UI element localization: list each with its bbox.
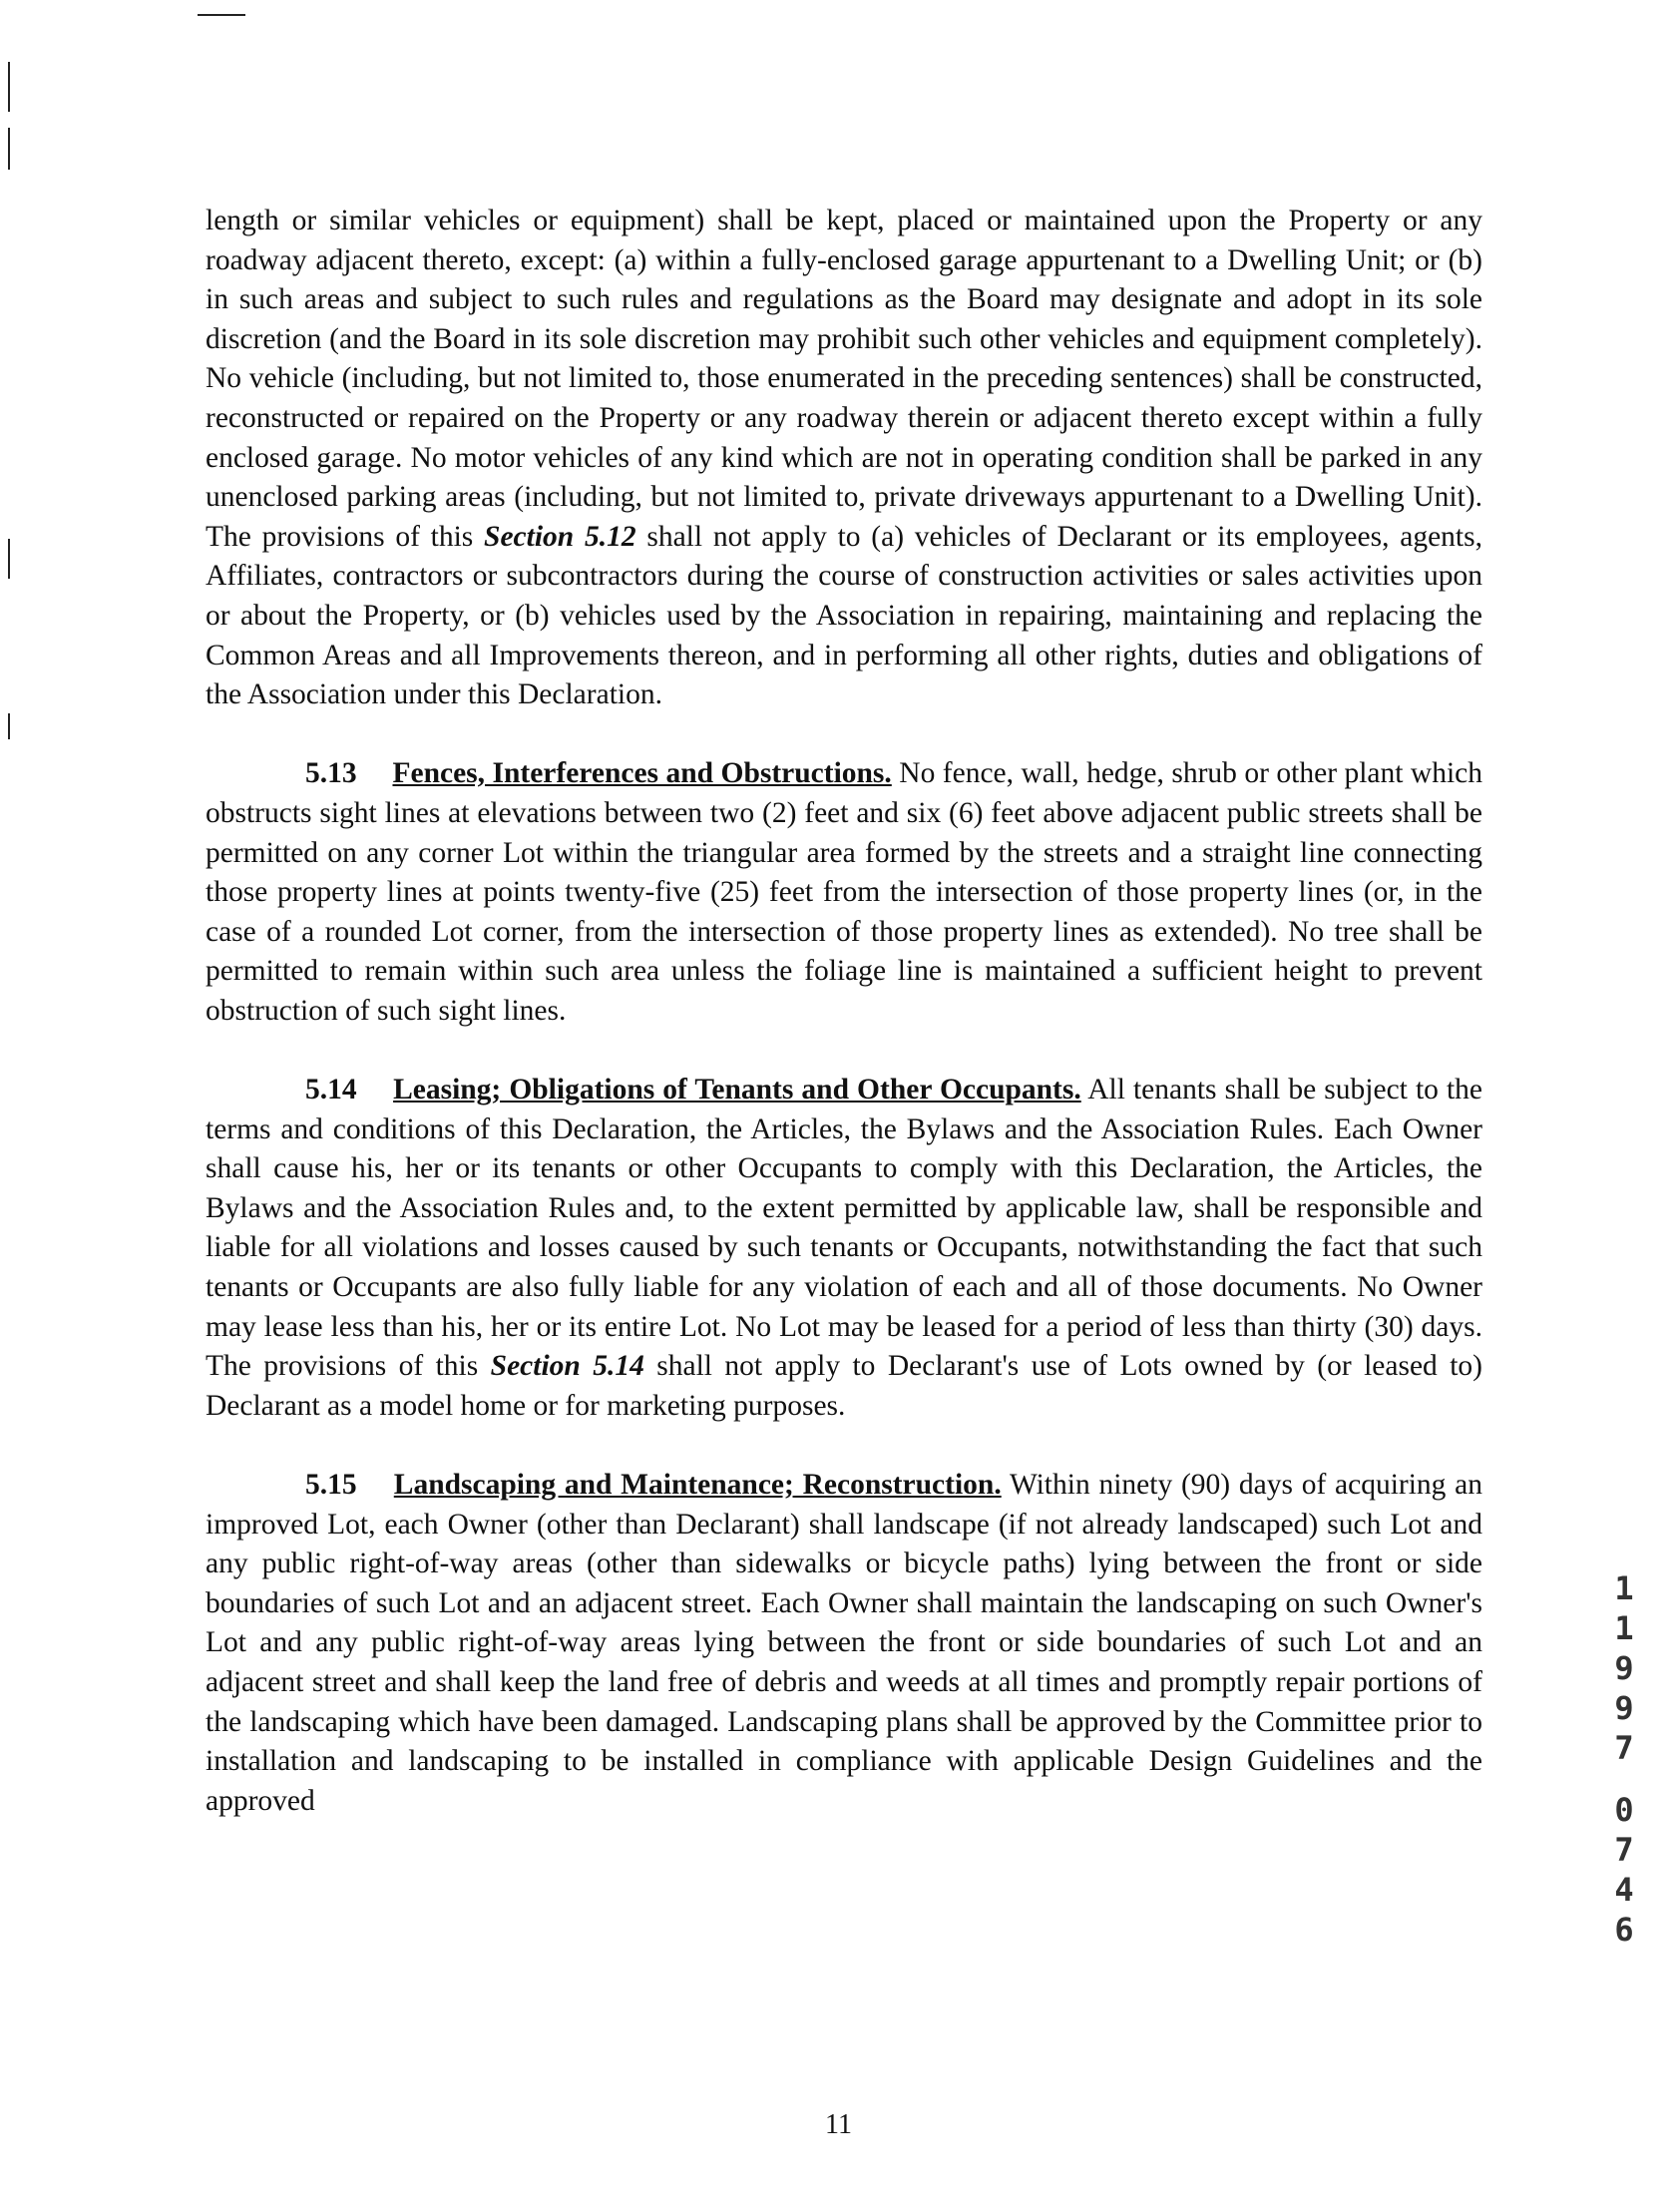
scan-artifact-left-edge-3: [8, 539, 10, 579]
scan-artifact-top-line: [198, 14, 245, 16]
section-reference: Section 5.14: [490, 1350, 644, 1383]
section-number: 5.13: [305, 757, 357, 790]
stamp-digit: 4: [1614, 1871, 1634, 1909]
paragraph-continued-tail: shall not apply to (a) vehicles of Declarant or its employees, agents, Affiliates, contractors or subcontractors during the course of construction activities or sales activities upon or about the Property, or (b) vehicles used by the Association in repairing, maintaining and replacing the Common Areas and all Improvements thereon, and in performing all other rights, duties and obligations of the Association under this Declaration.: [206, 520, 1482, 711]
stamp-digit: 9: [1614, 1689, 1634, 1727]
stamp-digit: 0: [1614, 1791, 1634, 1829]
section-text: Within ninety (90) days of acquiring an improved Lot, each Owner (other than Declarant) shall landscape (if not already landscaped) such Lot and any public right-of-way areas (other than sidewalks or bicycle paths) lying between the front or side boundaries of such Lot and an adjacent street. Each Owner shall maintain the landscaping on such Owner's Lot and any public right-of-way areas lying between the front or side boundaries of such Lot and an adjacent street and shall keep the land free of debris and weeds at all times and promptly repair portions of the landscaping which have been damaged. Landscaping plans shall be approved by the Committee prior to installation and landscaping to be installed in compliance with applicable Design Guidelines and the approved: [206, 1469, 1483, 1817]
section-5-14: [206, 1071, 1482, 1426]
scan-artifact-left-edge-1: [8, 62, 10, 112]
paragraph-continued: [206, 202, 1482, 715]
paragraph-continued-text: length or similar vehicles or equipment) shall be kept, placed or maintained upon the Property or any roadway adjacent thereto, except: (a) within a fully-enclosed garage appurtenant to a Dwelling Unit; or (b) in such areas and subject to such rules and regulations as the Board may designate and adopt in its sole discretion (and the Board in its sole discretion may prohibit such other vehicles and equipment completely). No vehicle (including, but not limited to, those enumerated in the preceding sentences) shall be constructed, reconstructed or repaired on the Property or any roadway therein or adjacent thereto except within a fully enclosed garage. No motor vehicles of any kind which are not in operating condition shall be parked in any unenclosed parking areas (including, but not limited to, private driveways appurtenant to a Dwelling Unit). The provisions of this: [206, 205, 1482, 553]
stamp-digit: 9: [1614, 1649, 1634, 1687]
scan-artifact-left-edge-2: [8, 128, 10, 170]
stamp-digit: 6: [1614, 1911, 1634, 1949]
section-title: Fences, Interferences and Obstructions.: [392, 757, 892, 790]
section-title: Leasing; Obligations of Tenants and Other Occupants.: [393, 1074, 1081, 1106]
document-body: [206, 202, 1482, 1861]
stamp-digit: 1: [1614, 1569, 1634, 1607]
section-text: All tenants shall be subject to the terms and conditions of this Declaration, the Articles, the Bylaws and the Association Rules. Each Owner shall cause his, her or its tenants or other Occupants to comply with this Declaration, the Articles, the Bylaws and the Association Rules and, to the extent permitted by applicable law, shall be responsible and liable for all violations and losses caused by such tenants or Occupants, notwithstanding the fact that such tenants or Occupants are also fully liable for any violation of each and all of those documents. No Owner may lease less than his, her or its entire Lot. No Lot may be leased for a period of less than thirty (30) days. The provisions of this: [206, 1074, 1482, 1383]
margin-recording-stamp: [1604, 1568, 1644, 1950]
stamp-digit: 7: [1614, 1729, 1634, 1767]
stamp-digit: 1: [1614, 1609, 1634, 1647]
section-5-15: [206, 1466, 1482, 1821]
section-number: 5.14: [305, 1074, 357, 1106]
section-text: No fence, wall, hedge, shrub or other plant which obstructs sight lines at elevations between two (2) feet and six (6) feet above adjacent public streets shall be permitted on any corner Lot within the triangular area formed by the streets and a straight line connecting those property lines at points twenty-five (25) feet from the intersection of those property lines (or, in the case of a rounded Lot corner, from the intersection of those property lines as extended). No tree shall be permitted to remain within such area unless the foliage line is maintained a sufficient height to prevent obstruction of such sight lines.: [206, 757, 1483, 1027]
section-title: Landscaping and Maintenance; Reconstruction.: [393, 1469, 1002, 1501]
section-tail: shall not apply to Declarant's use of Lots owned by (or leased to) Declarant as a model home or for marketing purposes.: [206, 1350, 1482, 1422]
section-5-13: [206, 754, 1482, 1031]
section-number: 5.15: [305, 1469, 357, 1501]
section-reference: Section 5.12: [484, 520, 636, 553]
stamp-gap: [1604, 1768, 1644, 1790]
stamp-digit: 7: [1614, 1831, 1634, 1869]
page-number: 11: [825, 2109, 852, 2140]
scan-artifact-left-edge-4: [8, 713, 10, 739]
